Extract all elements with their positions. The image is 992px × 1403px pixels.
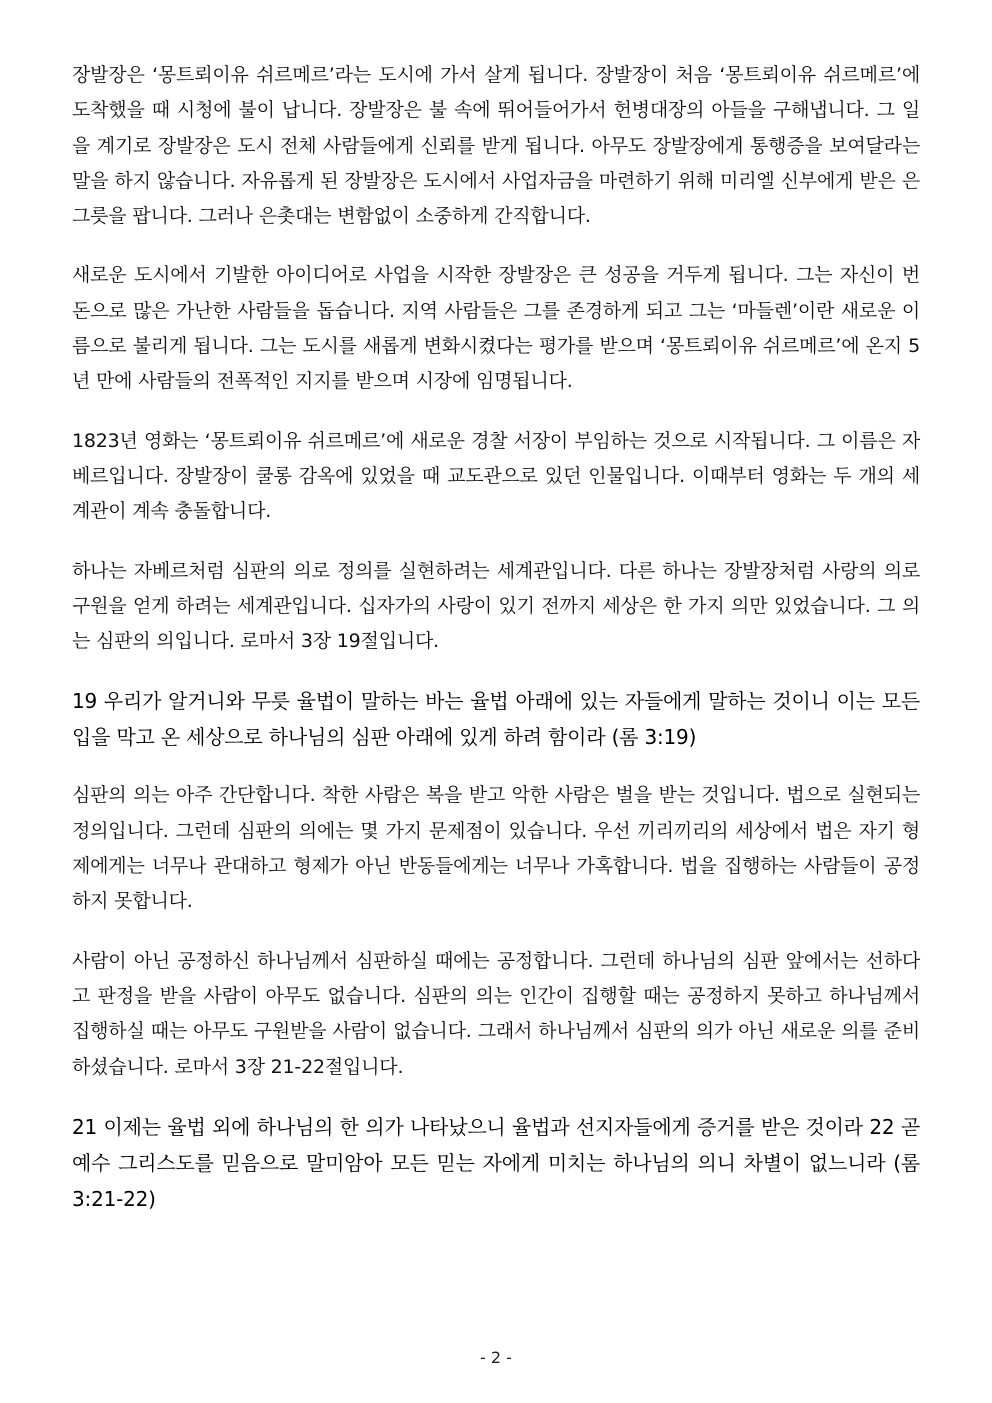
document-page <box>72 58 920 1240</box>
paragraph-body: 심판의 의는 아주 간단합니다. 착한 사람은 복을 받고 악한 사람은 벌을 받는 것입니다. 법으로 실현되는 정의입니다. 그런데 심판의 의에는 몇 가지 문제점이 있습니다. 우선 끼리끼리의 세상에서 법은 자기 형제에게는 너무나 관대하고 형제가 아닌 반동들에게는 너무나 가혹합니다. 법을 집행하는 사람들이 공정하지 못합니다. <box>72 784 920 913</box>
scripture-quote: 19 우리가 알거니와 무릇 율법이 말하는 바는 율법 아래에 있는 자들에게 말하는 것이니 이는 모든 입을 막고 온 세상으로 하나님의 심판 아래에 있게 하려 함이라 (롬 3:19) <box>72 689 920 750</box>
paragraph-body: 하나는 자베르처럼 심판의 의로 정의를 실현하려는 세계관입니다. 다른 하나는 장발장처럼 사랑의 의로 구원을 얻게 하려는 세계관입니다. 십자가의 사랑이 있기 전까지 세상은 한 가지 의만 있었습니다. 그 의는 심판의 의입니다. 로마서 3장 19절입니다. <box>72 559 920 653</box>
paragraph-body: 사람이 아닌 공정하신 하나님께서 심판하실 때에는 공정합니다. 그런데 하나님의 심판 앞에서는 선하다고 판정을 받을 사람이 아무도 없습니다. 심판의 의는 인간이 집행할 때는 공정하지 못하고 하나님께서 집행하실 때는 아무도 구원받을 사람이 없습니다. 그래서 하나님께서 심판의 의가 아닌 새로운 의를 준비하셨습니다. 로마서 3장 21-22절입니다. <box>72 949 920 1078</box>
scripture-quote: 21 이제는 율법 외에 하나님의 한 의가 나타났으니 율법과 선지자들에게 증거를 받은 것이라 22 곧 예수 그리스도를 믿음으로 말미암아 모든 믿는 자에게 미치는 하나님의 의니 차별이 없느니라 (롬 3:21-22) <box>72 1114 920 1211</box>
paragraph-body: 1823년 영화는 ‘몽트뢰이유 쉬르메르’에 새로운 경찰 서장이 부임하는 것으로 시작됩니다. 그 이름은 자베르입니다. 장발장이 쿨롱 감옥에 있었을 때 교도관으로 있던 인물입니다. 이때부터 영화는 두 개의 세계관이 계속 충돌합니다. <box>72 429 920 523</box>
paragraph-body: 장발장은 ‘몽트뢰이유 쉬르메르’라는 도시에 가서 살게 됩니다. 장발장이 처음 ‘몽트뢰이유 쉬르메르’에 도착했을 때 시청에 불이 납니다. 장발장은 불 속에 뛰어들어가서 헌병대장의 아들을 구해냅니다. 그 일을 계기로 장발장은 도시 전체 사람들에게 신뢰를 받게 됩니다. 아무도 장발장에게 통행증을 보여달라는 말을 하지 않습니다. 자유롭게 된 장발장은 도시에서 사업자금을 마련하기 위해 미리엘 신부에게 받은 은그릇을 팝니다. 그러나 은촛대는 변함없이 소중하게 간직합니다. <box>72 64 920 228</box>
paragraph-body: 새로운 도시에서 기발한 아이디어로 사업을 시작한 장발장은 큰 성공을 거두게 됩니다. 그는 자신이 번 돈으로 많은 가난한 사람들을 돕습니다. 지역 사람들은 그를 존경하게 되고 그는 ‘마들렌’이란 새로운 이름으로 불리게 됩니다. 그는 도시를 새롭게 변화시켰다는 평가를 받으며 ‘몽트뢰이유 쉬르메르’에 온지 5년 만에 사람들의 전폭적인 지지를 받으며 시장에 임명됩니다. <box>72 264 920 393</box>
page-number: - 2 - <box>480 1348 512 1367</box>
